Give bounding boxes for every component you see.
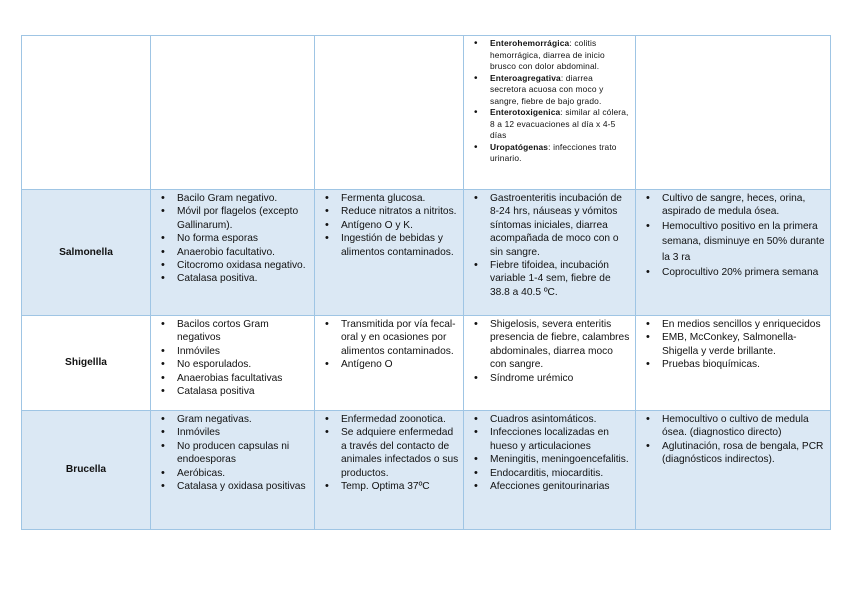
- bacteria-table: [21, 35, 831, 530]
- diagnosis-cell: [636, 36, 831, 190]
- clinical-cell: [464, 36, 636, 190]
- organism-name-cell: [22, 36, 151, 190]
- pathotype-list: [468, 38, 631, 165]
- list-item: • Inmóviles: [177, 345, 310, 358]
- list-item: • Hemocultivo o cultivo de medula ósea. (diagnostico directo): [662, 413, 826, 440]
- bullet-list: [319, 318, 459, 372]
- list-item: • Enteroagregativa: diarrea secretora acuosa con moco y sangre, fiebre de bajo grado.: [490, 73, 631, 108]
- transmission-cell: [315, 316, 464, 411]
- list-item: • Shigelosis, severa enteritis presencia de fiebre, calambres abdominales, diarrea moco con sangre.: [490, 318, 631, 372]
- list-item: • En medios sencillos y enriquecidos: [662, 318, 826, 331]
- diagnosis-cell: [636, 316, 831, 411]
- list-item: • Hemocultivo positivo en la primera semana, disminuye en 50% durante la 3 ra: [662, 219, 826, 266]
- list-item: • Cuadros asintomáticos.: [490, 413, 631, 426]
- list-item: • Gastroenteritis incubación de 8-24 hrs, náuseas y vómitos síntomas iniciales, diarrea acompañada de moco con o sin sangre.: [490, 192, 631, 259]
- list-item: • Aeróbicas.: [177, 467, 310, 480]
- list-item: • Coprocultivo 20% primera semana: [662, 265, 826, 281]
- list-item: • Anaerobias facultativas: [177, 372, 310, 385]
- list-item: • Inmóviles: [177, 426, 310, 439]
- bullet-list: [319, 413, 459, 493]
- bullet-list: [468, 318, 631, 385]
- list-item: • Temp. Optima 37ºC: [341, 480, 459, 493]
- list-item: • Anaerobio facultativo.: [177, 246, 310, 259]
- list-item: • Aglutinación, rosa de bengala, PCR (diagnósticos indirectos).: [662, 440, 826, 467]
- list-item: • Enfermedad zoonotica.: [341, 413, 459, 426]
- list-item: • Meningitis, meningoencefalitis.: [490, 453, 631, 466]
- list-item: • Catalasa y oxidasa positivas: [177, 480, 310, 493]
- list-item: • Fermenta glucosa.: [341, 192, 459, 205]
- bullet-list: [155, 413, 310, 493]
- organism-name-cell: Shigellla: [22, 316, 151, 411]
- list-item: • Móvil por flagelos (excepto Gallinarum).: [177, 205, 310, 232]
- list-item: • Bacilos cortos Gram negativos: [177, 318, 310, 345]
- list-item: • Gram negativas.: [177, 413, 310, 426]
- list-item: • Catalasa positiva: [177, 385, 310, 398]
- list-item: • No esporulados.: [177, 358, 310, 371]
- list-item: • Se adquiere enfermedad a través del contacto de animales infectados o sus productos.: [341, 426, 459, 480]
- organism-name-cell: Brucella: [22, 411, 151, 530]
- bullet-list: [468, 192, 631, 299]
- diagnosis-cell: [636, 190, 831, 316]
- morphology-cell: [151, 190, 315, 316]
- table-row-shigella: [22, 316, 831, 411]
- bullet-list: [640, 192, 826, 281]
- list-item: • No forma esporas: [177, 232, 310, 245]
- list-item: • Enterohemorrágica: colitis hemorrágica, diarrea de inicio brusco con dolor abdominal.: [490, 38, 631, 73]
- bullet-list: [319, 192, 459, 259]
- list-item: • Fiebre tifoidea, incubación variable 1-4 sem, fiebre de 38.8 a 40.5 ºC.: [490, 259, 631, 299]
- list-item: • EMB, McConkey, Salmonella-Shigella y verde brillante.: [662, 331, 826, 358]
- list-item: • Endocarditis, miocarditis.: [490, 467, 631, 480]
- morphology-cell: [151, 36, 315, 190]
- list-item: • Catalasa positiva.: [177, 272, 310, 285]
- list-item: • Infecciones localizadas en hueso y articulaciones: [490, 426, 631, 453]
- bullet-list: [640, 413, 826, 467]
- list-item: • Enterotoxigenica: similar al cólera, 8 a 12 evacuaciones al día x 4-5 días: [490, 107, 631, 142]
- table-row-salmonella: [22, 190, 831, 316]
- list-item: • Transmitida por vía fecal-oral y en ocasiones por alimentos contaminados.: [341, 318, 459, 358]
- list-item: • Antígeno O: [341, 358, 459, 371]
- bullet-list: [155, 318, 310, 398]
- list-item: • No producen capsulas ni endoesporas: [177, 440, 310, 467]
- bullet-list: [468, 413, 631, 493]
- clinical-cell: [464, 316, 636, 411]
- list-item: • Reduce nitratos a nitritos.: [341, 205, 459, 218]
- list-item: • Uropatógenas: infecciones trato urinario.: [490, 142, 631, 165]
- bullet-list: [155, 192, 310, 286]
- table-row-brucella: [22, 411, 831, 530]
- list-item: • Pruebas bioquímicas.: [662, 358, 826, 371]
- list-item: • Antígeno O y K.: [341, 219, 459, 232]
- list-item: • Síndrome urémico: [490, 372, 631, 385]
- bullet-list: [640, 318, 826, 372]
- list-item: • Citocromo oxidasa negativo.: [177, 259, 310, 272]
- morphology-cell: [151, 316, 315, 411]
- morphology-cell: [151, 411, 315, 530]
- diagnosis-cell: [636, 411, 831, 530]
- list-item: • Afecciones genitourinarias: [490, 480, 631, 493]
- organism-name-cell: Salmonella: [22, 190, 151, 316]
- transmission-cell: [315, 411, 464, 530]
- table-row-escherichia-continued: [22, 36, 831, 190]
- clinical-cell: [464, 190, 636, 316]
- list-item: • Cultivo de sangre, heces, orina, aspirado de medula ósea.: [662, 192, 826, 219]
- transmission-cell: [315, 36, 464, 190]
- clinical-cell: [464, 411, 636, 530]
- list-item: • Ingestión de bebidas y alimentos contaminados.: [341, 232, 459, 259]
- transmission-cell: [315, 190, 464, 316]
- list-item: • Bacilo Gram negativo.: [177, 192, 310, 205]
